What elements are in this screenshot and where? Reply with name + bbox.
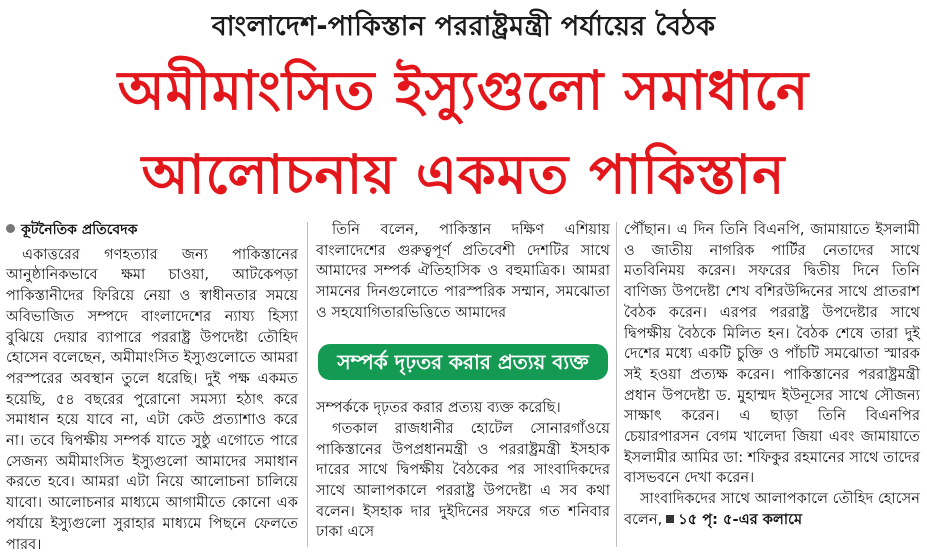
article-column-1 (6, 220, 298, 555)
paragraph: তিনি বলেন, পাকিস্তান দক্ষিণ এশিয়ায় বাংলাদেশের গুরুত্বপূর্ণ প্রতিবেশী দেশটির সাথে আমাদের সম্পর্ক ঐতিহাসিক ও বহুমাত্রিক। আমরা সামনের দিনগুলোতে পারস্পরিক সম্মান, সমঝোতা ও সহযোগিতারভিত্তিতে আমাদের (316, 221, 610, 321)
jump-square-icon (666, 515, 674, 523)
byline (6, 220, 298, 241)
article-column-2 (316, 220, 610, 543)
headline-line-2: আলোচনায় একমত পাকিস্তান (141, 143, 786, 206)
kicker: বাংলাদেশ-পাকিস্তান পররাষ্ট্রমন্ত্রী পর্যায়ের বৈঠক (211, 11, 716, 42)
paragraph: সম্পর্ককে দৃঢ়তর করার প্রত্যয় ব্যক্ত করেছি। (316, 399, 561, 417)
headline-line-1: অমীমাংসিত ইস্যুগুলো সমাধানে (117, 59, 810, 122)
byline-text: কূটনৈতিক প্রতিবেদক (21, 222, 138, 238)
paragraph (624, 489, 920, 530)
article-column-3 (624, 220, 920, 531)
continuation-jump[interactable]: ১৫ পৃ: ৫-এর কলামে (678, 510, 803, 528)
column-rule-2 (616, 222, 617, 547)
paragraph: পৌঁছান। এ দিন তিনি বিএনপি, জামায়াতে ইসলামী ও জাতীয় নাগরিক পার্টির নেতাদের সাথে মতবিনিময় করেন। সফরের দ্বিতীয় দিনে তিনি বাণিজ্য উপদেষ্টা শেখ বশিরউদ্দিনের সাথে প্রাতরাশ বৈঠক করেন। এরপর পররাষ্ট্র উপদেষ্টার সাথে দ্বিপক্ষীয় বৈঠকে মিলিত হন। বৈঠক শেষে তারা দুই দেশের মধ্যে একটি চুক্তি ও পাঁচটি সমঝোতা স্মারক সই হওয়া প্রত্যক্ষ করেন। পাকিস্তানের পররাষ্ট্রমন্ত্রী প্রধান উপদেষ্টা ড. মুহাম্মদ ইউনূসের সাথে সৌজন্য সাক্ষাৎ করেন। এ ছাড়া তিনি বিএনপির চেয়ারপারসন বেগম খালেদা জিয়া এবং জামায়াতে ইসলামীর আমির ডা: শফিকুর রহমানের সাথে তাদের বাসভবনে দেখা করেন। (624, 221, 920, 487)
paragraph: একাত্তরের গণহত্যার জন্য পাকিস্তানের আনুষ্ঠানিকভাবে ক্ষমা চাওয়া, আটকেপড়া পাকিস্তানীদের ফিরিয়ে নেয়া ও স্বাধীনতার সময়ে অবিভাজিত সম্পদে বাংলাদেশের ন্যায্য হিস্যা বুঝিয়ে দেয়ার ব্যাপারে পররাষ্ট্র উপদেষ্টা তৌহিদ হোসেন বলেছেন, অমীমাংসিত ইস্যুগুলোতে আমরা পরস্পরের অবস্থান তুলে ধরেছি। দুই পক্ষ একমত হয়েছি, ৫৪ বছরের পুরোনো সমস্যা হঠাৎ করে সমাধান হয়ে যাবে না, এটা কেউ প্রত্যাশাও করে না। তবে দ্বিপক্ষীয় সম্পর্ক যাতে সুষ্ঠু এগোতে পারে সেজন্য অমীমাংসিত ইস্যুগুলো আমাদের সমাধান করতে হবে। আমরা এটা নিয়ে আলোচনা চালিয়ে যাবো। আলোচনার মাধ্যমে আগামীতে কোনো এক পর্যায়ে ইস্যুগুলো সুরাহার মাধ্যমে পিছনে ফেলতে পারব। (6, 245, 298, 553)
bullet-icon (6, 224, 15, 233)
column-rule-1 (307, 222, 308, 547)
subhead-box: সম্পর্ক দৃঢ়তর করার প্রত্যয় ব্যক্ত (318, 344, 608, 381)
paragraph: গতকাল রাজধানীর হোটেল সোনারগাঁওয়ে পাকিস্তানের উপপ্রধানমন্ত্রী ও পররাষ্ট্রমন্ত্রী ইসহাক দারের সাথে দ্বিপক্ষীয় বৈঠকের পর সাংবাদিকদের সাথে আলাপকালে পররাষ্ট্র উপদেষ্টা এ সব কথা বলেন। ইসহাক দার দুইদিনের সফরে গত শনিবার ঢাকা এসে (316, 419, 610, 541)
paragraph-text: সাংবাদিকদের সাথে আলাপকালে তৌহিদ হোসেন বলেন, (624, 490, 920, 528)
